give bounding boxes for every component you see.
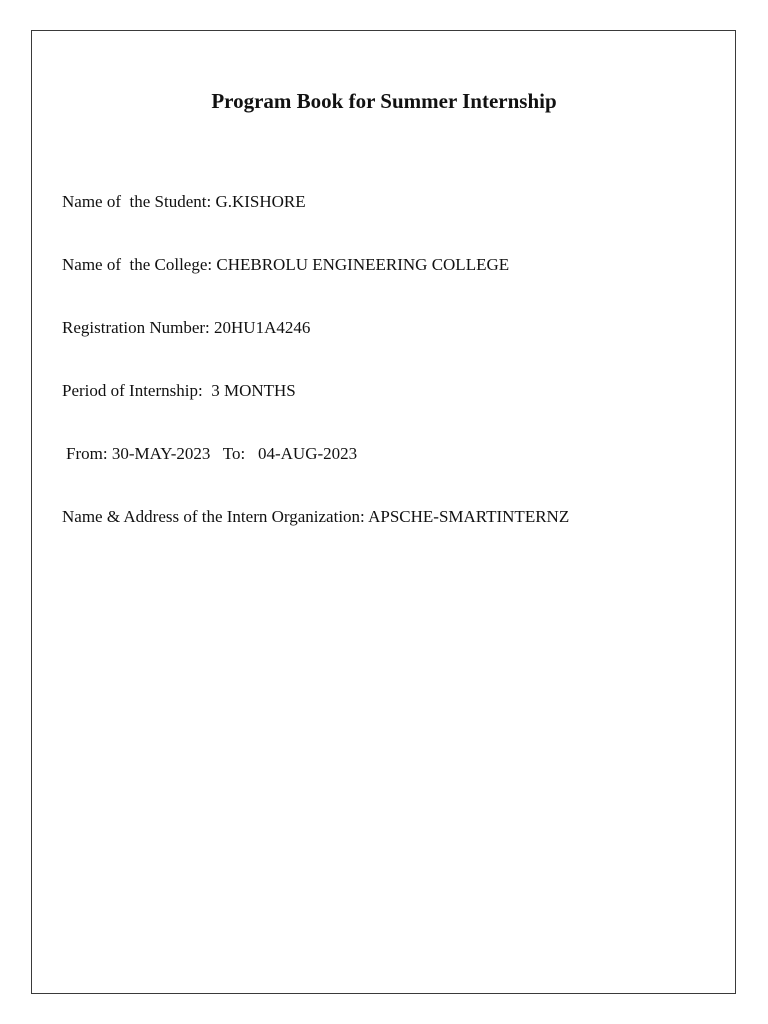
internship-dates-field bbox=[66, 442, 357, 466]
college-name-value: CHEBROLU ENGINEERING COLLEGE bbox=[216, 255, 510, 274]
student-name-value: G.KISHORE bbox=[215, 192, 306, 211]
to-date-value: 04-AUG-2023 bbox=[257, 444, 358, 463]
internship-period-value: 3 MONTHS bbox=[211, 381, 296, 400]
organization-field bbox=[62, 505, 569, 529]
from-label: From: bbox=[66, 444, 112, 463]
registration-number-label: Registration Number: bbox=[62, 318, 215, 337]
registration-number-field bbox=[62, 316, 310, 340]
college-name-label: Name of the College: bbox=[62, 255, 217, 274]
student-name-label: Name of the Student: bbox=[62, 192, 216, 211]
internship-period-label: Period of Internship: bbox=[62, 381, 212, 400]
college-name-field bbox=[62, 253, 509, 277]
student-name-field bbox=[62, 190, 306, 214]
internship-period-field bbox=[62, 379, 296, 403]
page-title: Program Book for Summer Internship bbox=[211, 89, 557, 113]
to-label: To: bbox=[210, 444, 258, 463]
organization-label: Name & Address of the Intern Organization: bbox=[62, 507, 369, 526]
organization-value: APSCHE-SMARTINTERNZ bbox=[368, 507, 570, 526]
from-date-value: 30-MAY-2023 bbox=[111, 444, 211, 463]
registration-number-value: 20HU1A4246 bbox=[214, 318, 311, 337]
